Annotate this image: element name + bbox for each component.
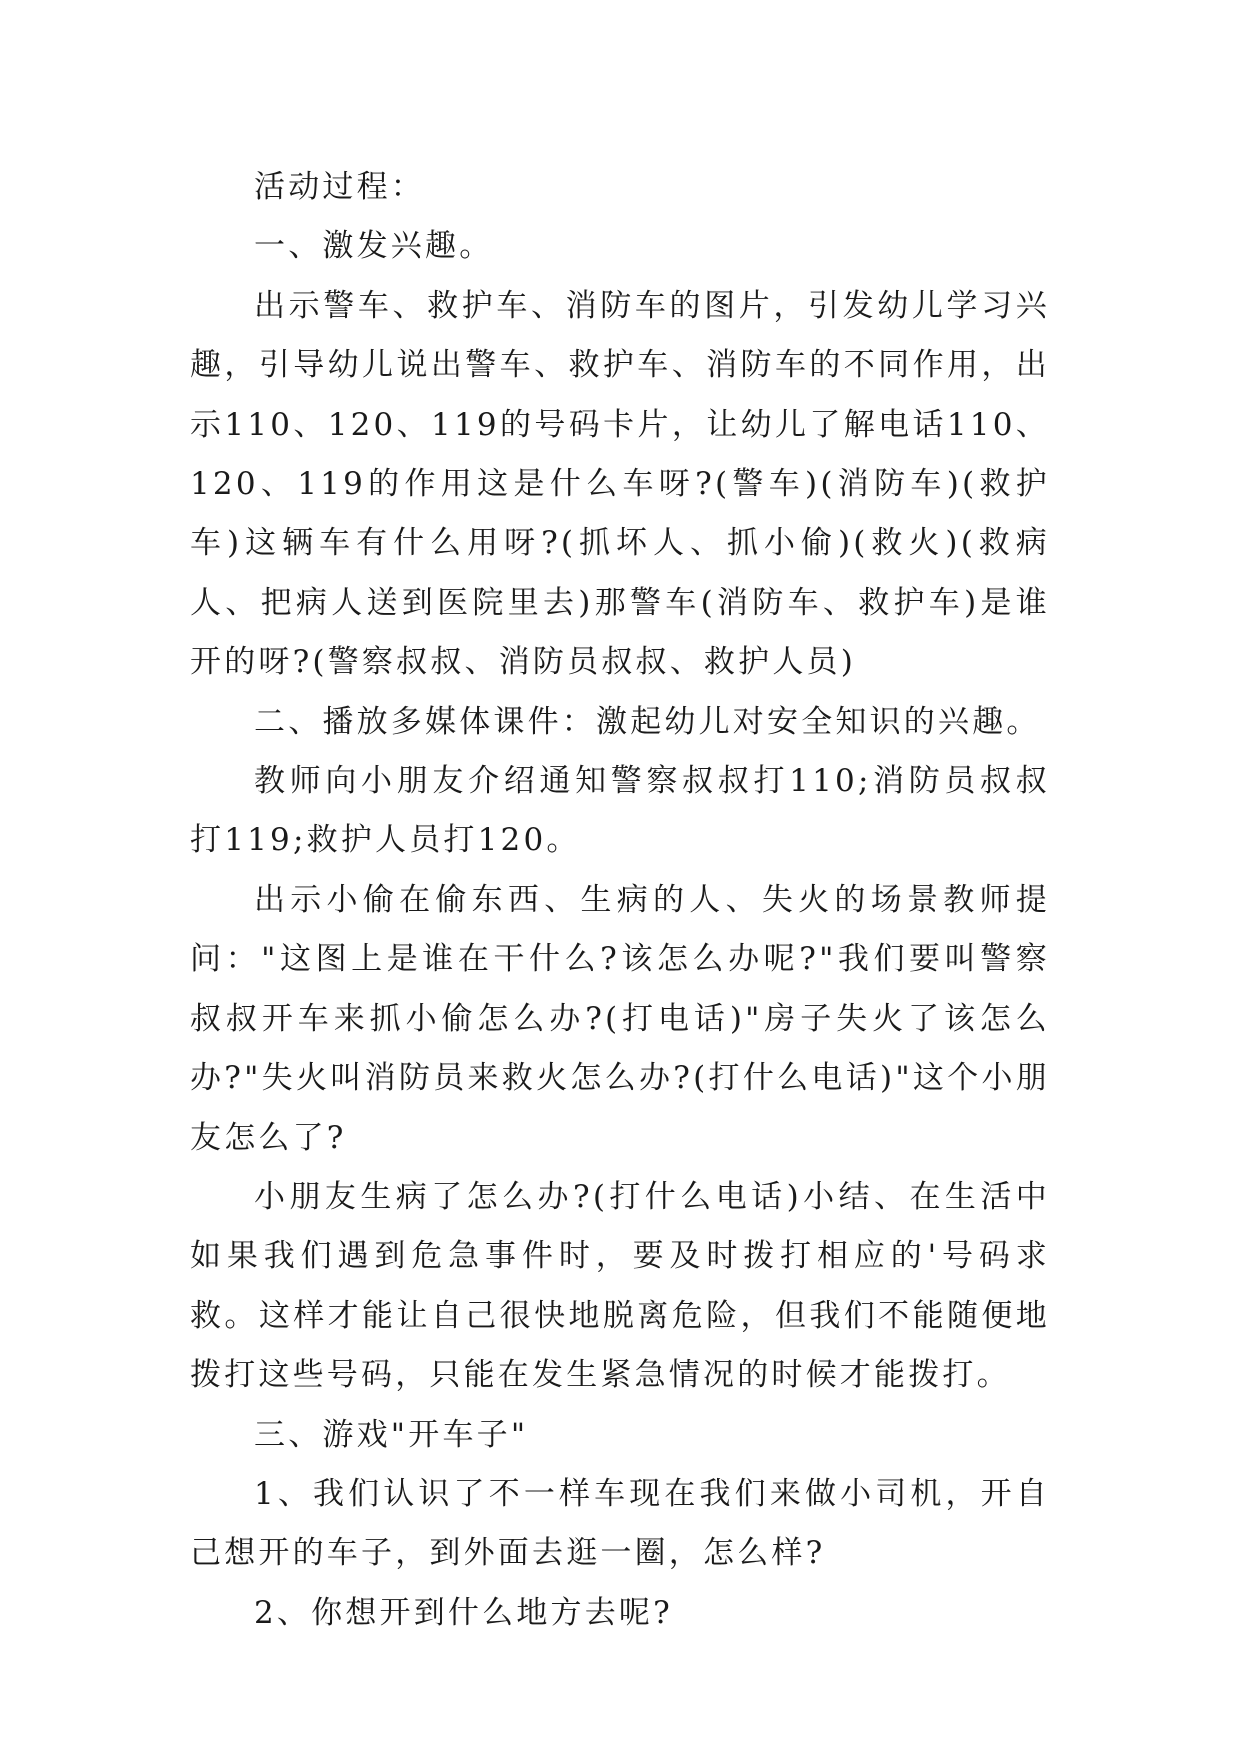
section-heading-2: 二、播放多媒体课件：激起幼儿对安全知识的兴趣。 [254, 703, 1041, 740]
paragraph-2: 教师向小朋友介绍通知警察叔叔打110;消防员叔叔打119;救护人员打120。 [190, 763, 1050, 859]
paragraph-4: 小朋友生病了怎么办?(打什么电话)小结、在生活中如果我们遇到危急事件时，要及时拨打相应的'号码求救。这样才能让自己很快地脱离危险，但我们不能随便地拨打这些号码，只能在发生紧急情况的时候才能拨打。 [190, 1178, 1050, 1394]
document-body [190, 158, 1050, 1643]
section-heading-1: 一、激发兴趣。 [254, 228, 494, 265]
section-heading-activity-process: 活动过程： [254, 169, 425, 205]
paragraph-1: 出示警车、救护车、消防车的图片，引发幼儿学习兴趣，引导幼儿说出警车、救护车、消防车的不同作用，出示110、120、119的号码卡片，让幼儿了解电话110、120、119的作用这是什么车呀?(警车)(消防车)(救护车)这辆车有什么用呀?(抓坏人、抓小偷)(救火)(救病人、把病人送到医院里去)那警车(消防车、救护车)是谁开的呀?(警察叔叔、消防员叔叔、救护人员) [190, 287, 1050, 681]
list-item-1: 1、我们认识了不一样车现在我们来做小司机，开自己想开的车子，到外面去逛一圈，怎么样? [190, 1475, 1050, 1572]
paragraph-3: 出示小偷在偷东西、生病的人、失火的场景教师提问："这图上是谁在干什么?该怎么办呢?"我们要叫警察叔叔开车来抓小偷怎么办?(打电话)"房子失火了该怎么办?"失火叫消防员来救火怎么办?(打什么电话)"这个小朋友怎么了? [190, 881, 1050, 1156]
section-heading-3: 三、游戏"开车子" [254, 1416, 529, 1453]
list-item-2: 2、你想开到什么地方去呢? [254, 1594, 673, 1631]
